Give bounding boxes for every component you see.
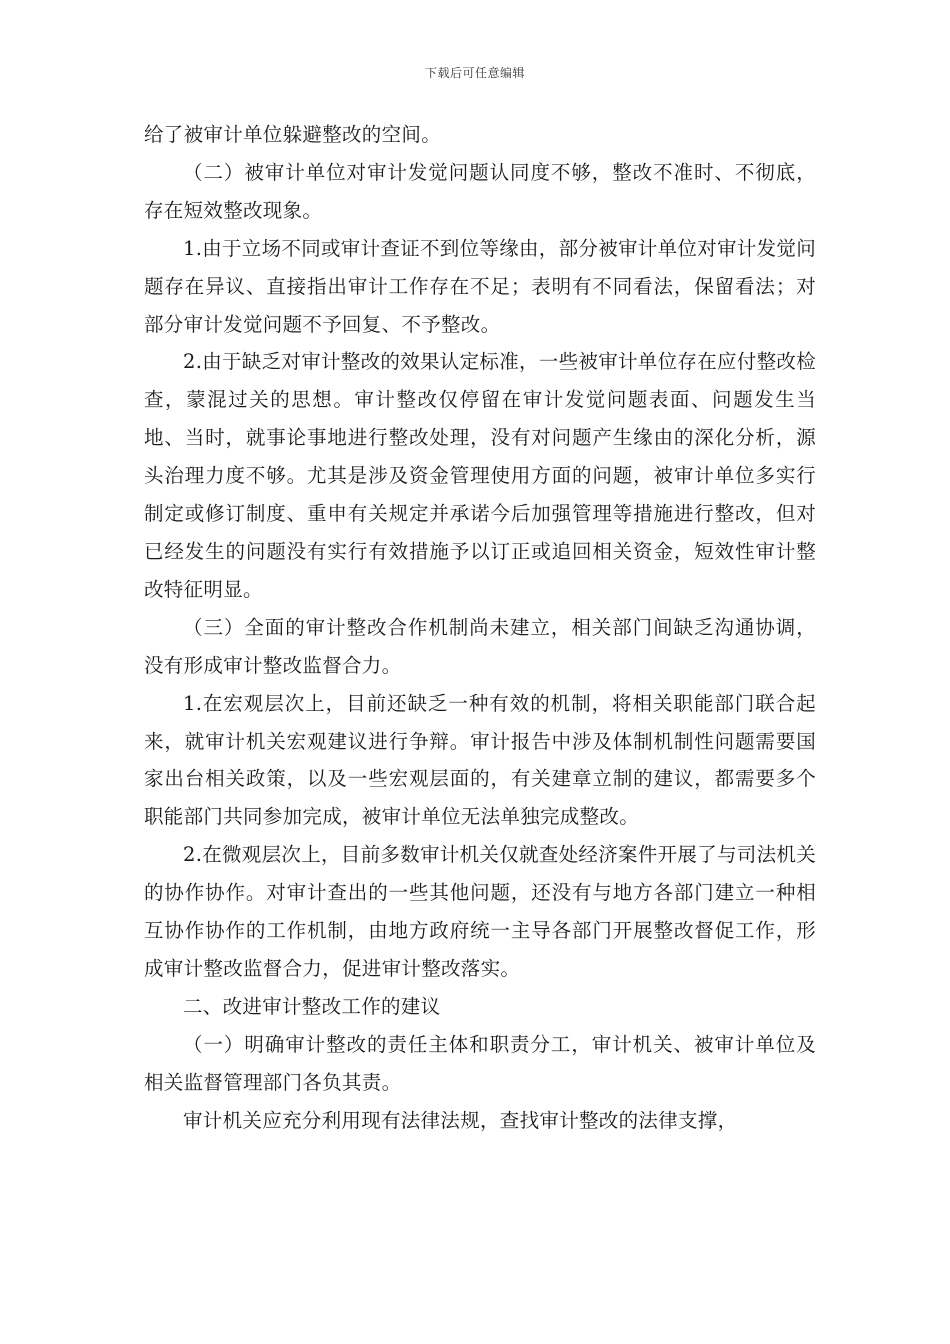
document-body: [144, 116, 816, 1139]
paragraph: 1.由于立场不同或审计查证不到位等缘由，部分被审计单位对审计发觉问题存在异议、直接指出审计工作存在不足；表明有不同看法，保留看法；对部分审计发觉问题不予回复、不予整改。: [144, 236, 817, 336]
section-heading: （三）全面的审计整改合作机制尚未建立，相关部门间缺乏沟通协调，没有形成审计整改监督合力。: [144, 615, 816, 677]
paragraph: 给了被审计单位躲避整改的空间。: [144, 123, 442, 146]
section-heading: （一）明确审计整改的责任主体和职责分工，审计机关、被审计单位及相关监督管理部门各负其责。: [144, 1032, 816, 1094]
paragraph: （二）被审计单位对审计发觉问题认同度不够，整改不准时、不彻底，存在短效整改现象。: [144, 160, 816, 222]
paragraph: 2.由于缺乏对审计整改的效果认定标准，一些被审计单位存在应付整改检查，蒙混过关的思想。审计整改仅停留在审计发觉问题表面、问题发生当地、当时，就事论事地进行整改处理，没有对问题产生缘由的深化分析，源头治理力度不够。尤其是涉及资金管理使用方面的问题，被审计单位多实行制定或修订制度、重申有关规定并承诺今后加强管理等措施进行整改，但对已经发生的问题没有实行有效措施予以订正或追回相关资金，短效性审计整改特征明显。: [144, 350, 817, 601]
paragraph: 1.在宏观层次上，目前还缺乏一种有效的机制，将相关职能部门联合起来，就审计机关宏观建议进行争辩。审计报告中涉及体制机制性问题需要国家出台相关政策，以及一些宏观层面的，有关建章立制的建议，都需要多个职能部门共同参加完成，被审计单位无法单独完成整改。: [144, 691, 816, 829]
page-header: 下载后可任意编辑: [424, 66, 525, 80]
section-heading: 二、改进审计整改工作的建议: [183, 994, 441, 1018]
paragraph: 审计机关应充分利用现有法律法规，查找审计整改的法律支撑，: [183, 1108, 738, 1132]
paragraph: 2.在微观层次上，目前多数审计机关仅就查处经济案件开展了与司法机关的协作协作。对审计查出的一些其他问题，还没有与地方各部门建立一种相互协作协作的工作机制，由地方政府统一主导各部门开展整改督促工作，形成审计整改监督合力，促进审计整改落实。: [144, 843, 817, 980]
